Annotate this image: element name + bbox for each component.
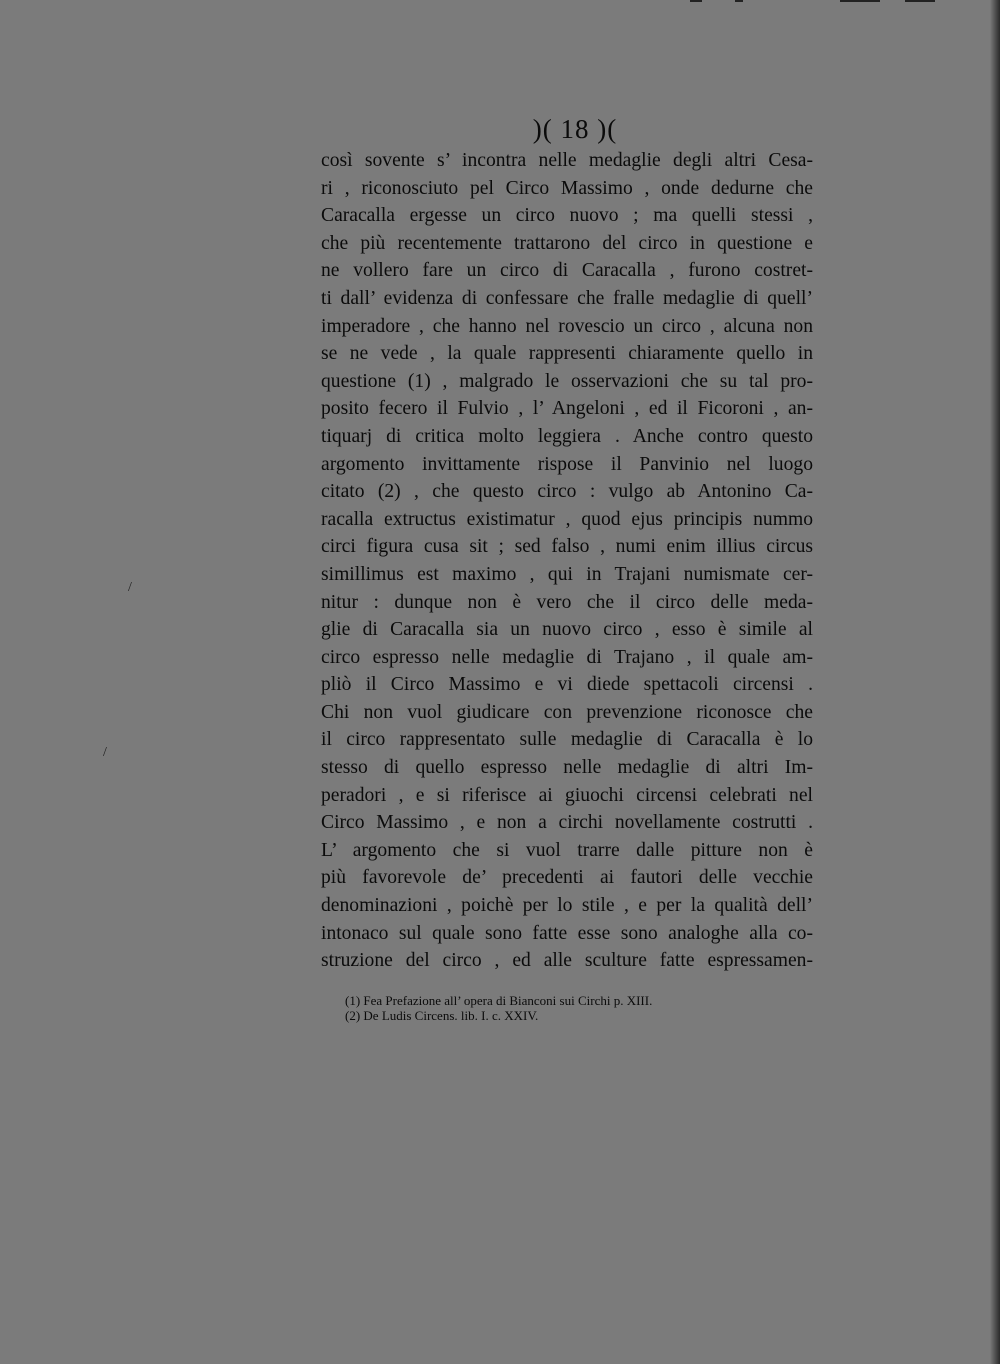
text-line: se ne vede , la quale rappresenti chiaramente quello in	[321, 343, 813, 365]
text-line: denominazioni , poichè per lo stile , e per la qualità dell’	[321, 895, 813, 917]
text-line: struzione del circo , ed alle sculture fatte espressamen-	[321, 950, 813, 972]
text-line: Circo Massimo , e non a circhi novellamente costrutti .	[321, 812, 813, 834]
text-line: nitur : dunque non è vero che il circo delle meda-	[321, 591, 813, 613]
margin-mark: /	[103, 745, 107, 760]
text-line: tiquarj di critica molto leggiera . Anche contro questo	[321, 425, 813, 447]
text-line: questione (1) , malgrado le osservazioni che su tal pro-	[321, 370, 813, 392]
text-line: ti dall’ evidenza di confessare che fralle medaglie di quell’	[321, 287, 813, 309]
text-line: argomento invittamente rispose il Panvinio nel luogo	[321, 453, 813, 475]
text-line: ri , riconosciuto pel Circo Massimo , onde dedurne che	[321, 177, 813, 199]
text-line: pliò il Circo Massimo e vi diede spettacoli circensi .	[321, 674, 813, 696]
text-line: imperadore , che hanno nel rovescio un circo , alcuna non	[321, 315, 813, 337]
text-line: circi figura cusa sit ; sed falso , numi enim illius circus	[321, 536, 813, 558]
text-line: circo espresso nelle medaglie di Trajano , il quale am-	[321, 646, 813, 668]
page-number: )( 18 )(	[532, 114, 618, 144]
text-line: L’ argomento che si vuol trarre dalle pitture non è	[321, 839, 813, 861]
top-edge-mark	[735, 0, 743, 2]
text-line: così sovente s’ incontra nelle medaglie degli altri Cesa-	[321, 150, 813, 171]
text-line: racalla extructus existimatur , quod ejus principis nummo	[321, 508, 813, 530]
top-edge-mark	[840, 0, 880, 2]
margin-mark: /	[128, 580, 132, 595]
text-line: che più recentemente trattarono del circo in questione e	[321, 232, 813, 254]
text-line: ne vollero fare un circo di Caracalla , furono costret-	[321, 260, 813, 282]
text-line: Chi non vuol giudicare con prevenzione riconosce che	[321, 701, 813, 723]
page-edge-shadow	[990, 0, 1000, 1364]
footnotes	[345, 993, 745, 1023]
text-line: il circo rappresentato sulle medaglie di Caracalla è lo	[321, 729, 813, 751]
text-line: Caracalla ergesse un circo nuovo ; ma quelli stessi ,	[321, 205, 813, 227]
text-line: glie di Caracalla sia un nuovo circo , esso è simile al	[321, 619, 813, 641]
text-line: intonaco sul quale sono fatte esse sono analoghe alla co-	[321, 922, 813, 944]
text-line: simillimus est maximo , qui in Trajani numismate cer-	[321, 563, 813, 585]
footnote: (1) Fea Prefazione all’ opera di Bianconi sui Circhi p. XIII.	[345, 993, 653, 1008]
text-line: peradori , e si riferisce ai giuochi circensi celebrati nel	[321, 784, 813, 806]
text-line: posito fecero il Fulvio , l’ Angeloni , ed il Ficoroni , an-	[321, 398, 813, 420]
text-line: più favorevole de’ precedenti ai fautori delle vecchie	[321, 867, 813, 889]
text-line: stesso di quello espresso nelle medaglie di altri Im-	[321, 757, 813, 779]
footnote: (2) De Ludis Circens. lib. I. c. XXIV.	[345, 1008, 539, 1023]
body-text	[321, 147, 813, 975]
top-edge-mark	[690, 0, 702, 2]
text-line: citato (2) , che questo circo : vulgo ab Antonino Ca-	[321, 481, 813, 503]
top-edge-mark	[905, 0, 935, 2]
